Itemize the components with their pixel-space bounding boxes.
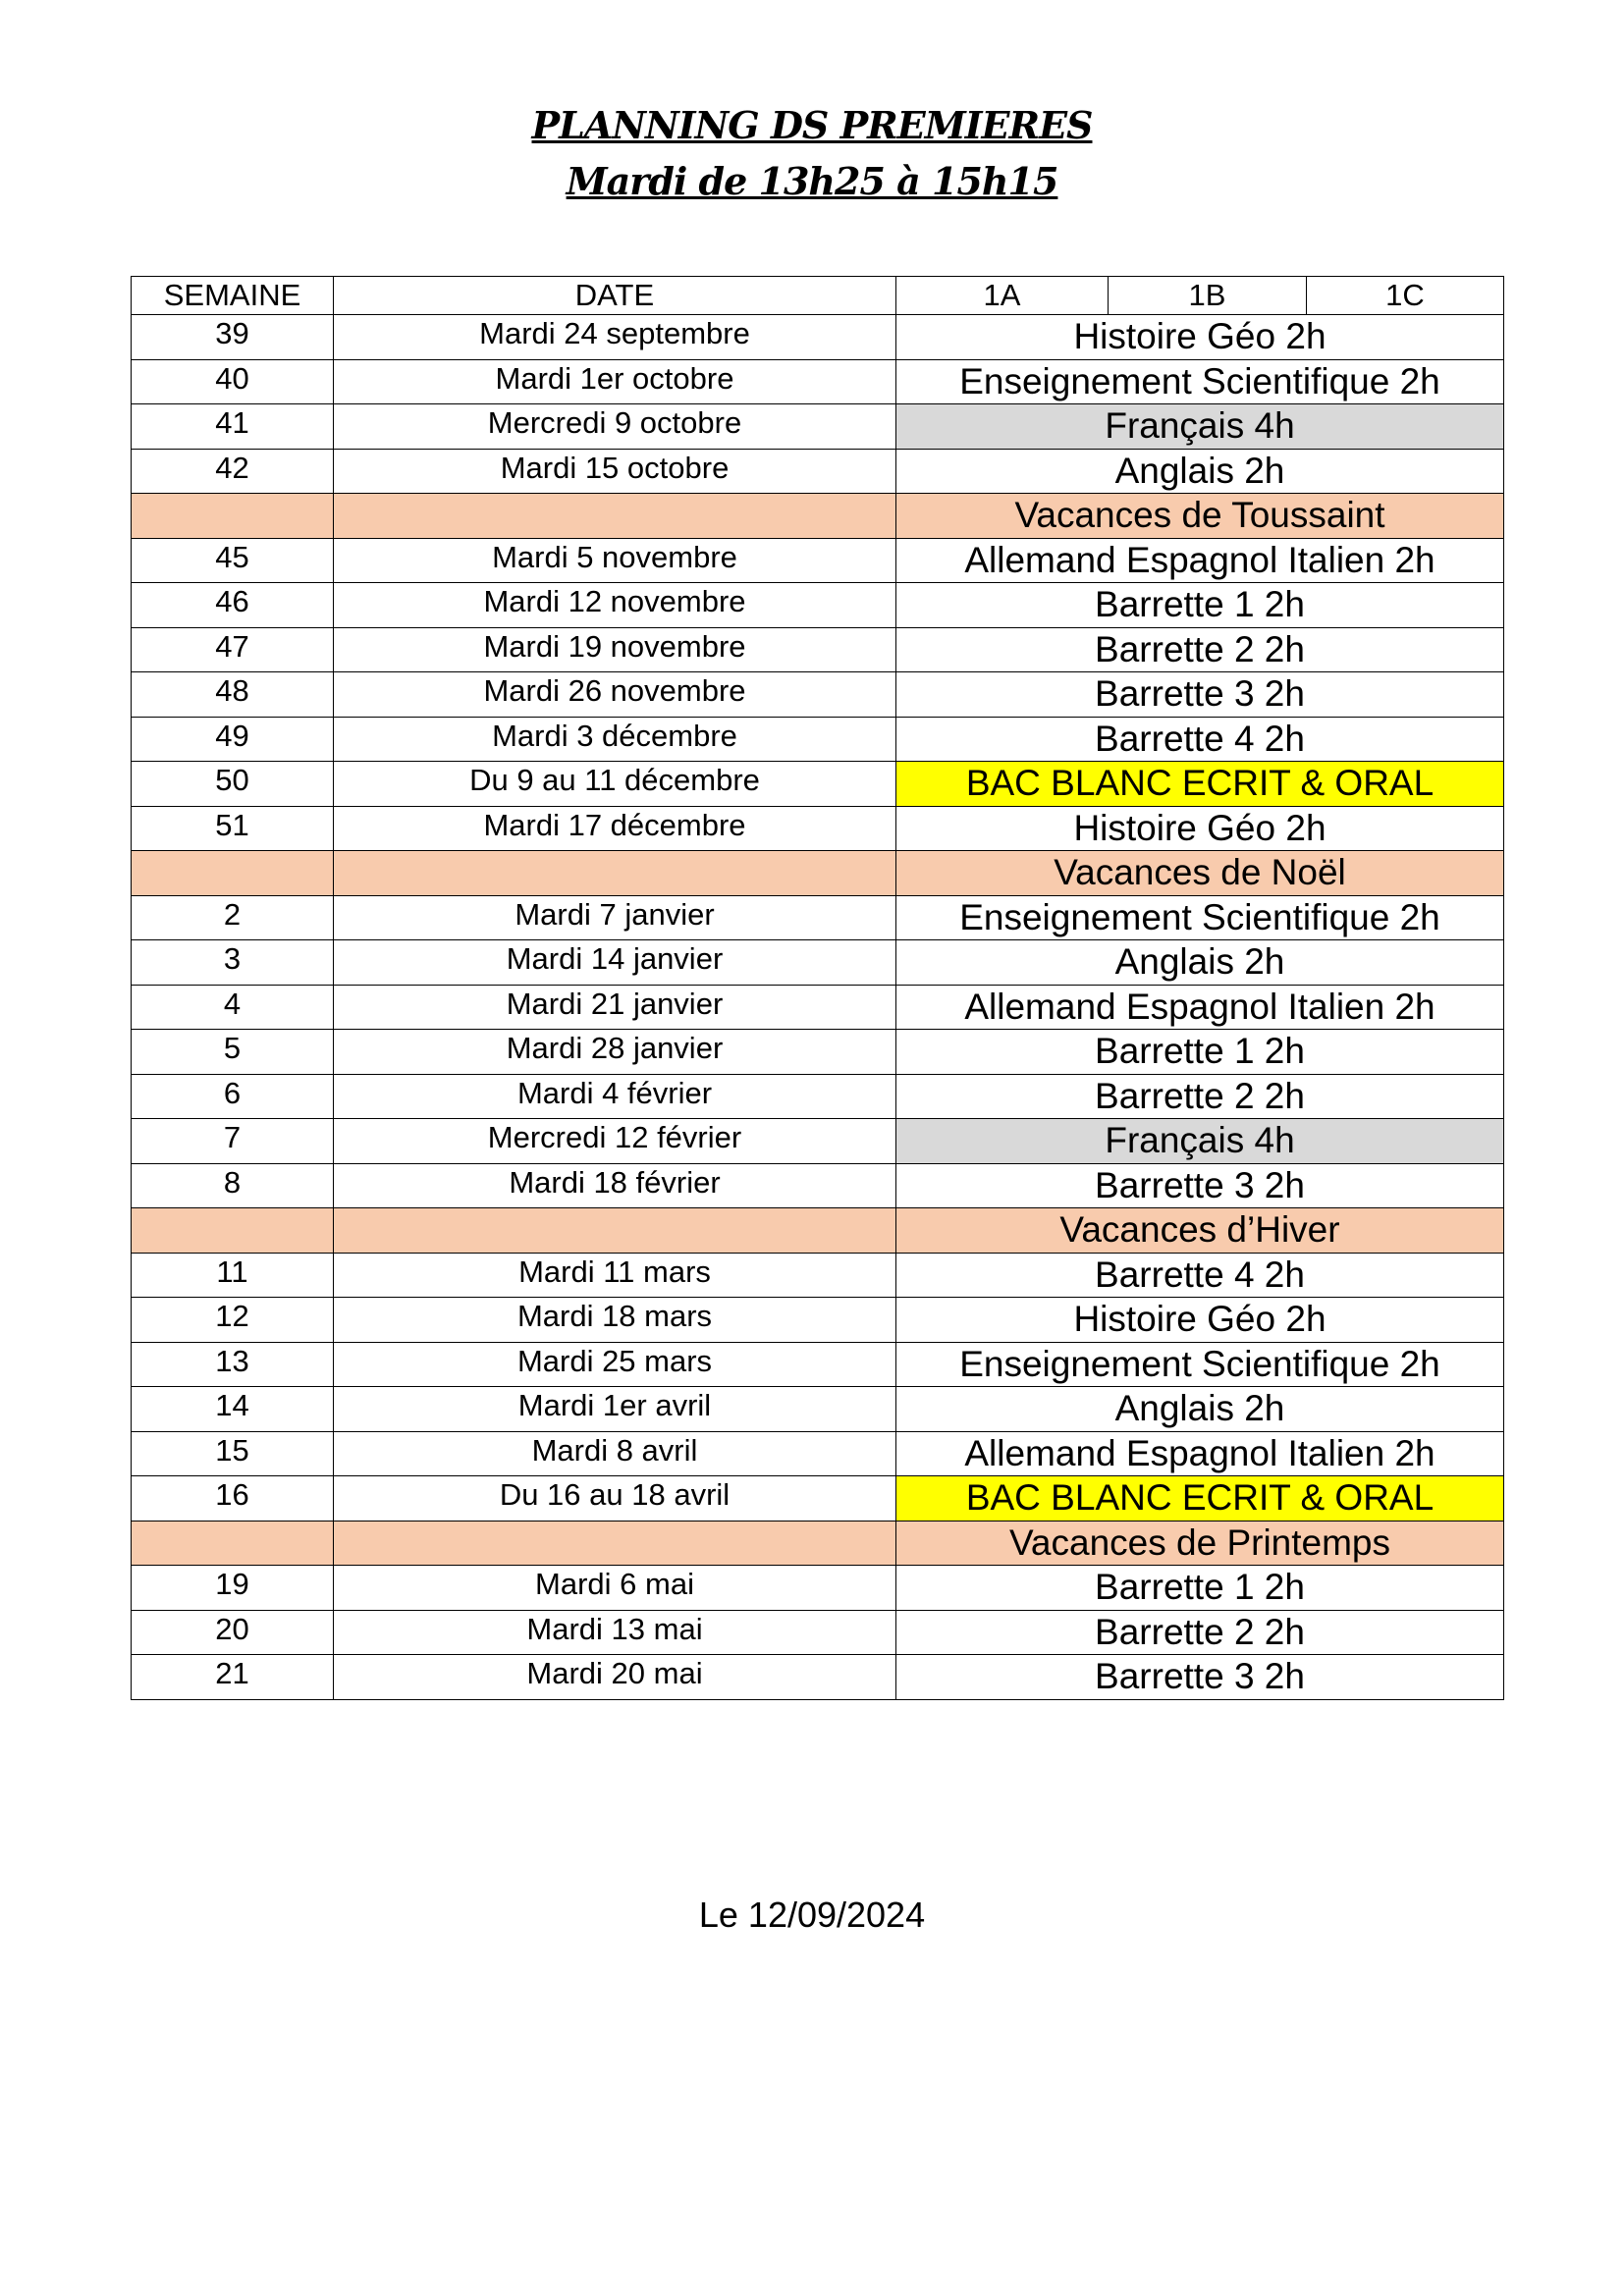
table-row xyxy=(132,985,1504,1030)
week-cell: 3 xyxy=(132,940,334,986)
vacation-row xyxy=(132,851,1504,896)
table-row xyxy=(132,806,1504,851)
date-cell: Mardi 15 octobre xyxy=(334,449,896,494)
exam-cell: Enseignement Scientifique 2h xyxy=(896,359,1504,404)
date-cell: Mercredi 9 octobre xyxy=(334,404,896,450)
table-row xyxy=(132,1253,1504,1298)
exam-cell: Barrette 2 2h xyxy=(896,627,1504,672)
date-cell: Mardi 26 novembre xyxy=(334,672,896,718)
exam-cell: Histoire Géo 2h xyxy=(896,1298,1504,1343)
date-footer: Le 12/09/2024 xyxy=(698,1895,926,1935)
week-cell xyxy=(132,494,334,539)
planning-table xyxy=(131,276,1504,1700)
vacation-row xyxy=(132,494,1504,539)
table-row xyxy=(132,1163,1504,1208)
table-row xyxy=(132,538,1504,583)
table-row xyxy=(132,762,1504,807)
table-row xyxy=(132,1119,1504,1164)
week-cell: 21 xyxy=(132,1655,334,1700)
date-cell: Mardi 8 avril xyxy=(334,1431,896,1476)
exam-cell: Allemand Espagnol Italien 2h xyxy=(896,538,1504,583)
vacation-label: Vacances de Noël xyxy=(896,851,1504,896)
week-cell: 51 xyxy=(132,806,334,851)
exam-cell: Anglais 2h xyxy=(896,449,1504,494)
exam-cell: Barrette 4 2h xyxy=(896,717,1504,762)
week-cell: 19 xyxy=(132,1566,334,1611)
header-class-1a: 1A xyxy=(896,277,1109,315)
exam-cell: Allemand Espagnol Italien 2h xyxy=(896,1431,1504,1476)
date-cell: Mardi 21 janvier xyxy=(334,985,896,1030)
exam-cell: Français 4h xyxy=(896,404,1504,450)
table-row xyxy=(132,1074,1504,1119)
table-body xyxy=(132,315,1504,1700)
date-cell: Mardi 18 mars xyxy=(334,1298,896,1343)
date-cell: Mardi 14 janvier xyxy=(334,940,896,986)
exam-cell: Enseignement Scientifique 2h xyxy=(896,1342,1504,1387)
date-cell: Mardi 5 novembre xyxy=(334,538,896,583)
date-cell: Mardi 3 décembre xyxy=(334,717,896,762)
date-cell xyxy=(334,1521,896,1566)
week-cell: 46 xyxy=(132,583,334,628)
week-cell: 49 xyxy=(132,717,334,762)
week-cell: 6 xyxy=(132,1074,334,1119)
week-cell xyxy=(132,1208,334,1254)
exam-cell: Allemand Espagnol Italien 2h xyxy=(896,985,1504,1030)
week-cell: 15 xyxy=(132,1431,334,1476)
table-row xyxy=(132,1566,1504,1611)
exam-cell: Anglais 2h xyxy=(896,940,1504,986)
header-class-1b: 1B xyxy=(1109,277,1307,315)
date-cell: Mardi 12 novembre xyxy=(334,583,896,628)
table-row xyxy=(132,449,1504,494)
exam-cell: Barrette 2 2h xyxy=(896,1074,1504,1119)
week-cell: 13 xyxy=(132,1342,334,1387)
exam-cell: Barrette 1 2h xyxy=(896,1030,1504,1075)
week-cell: 42 xyxy=(132,449,334,494)
table-row xyxy=(132,1298,1504,1343)
exam-cell: BAC BLANC ECRIT & ORAL xyxy=(896,1476,1504,1522)
week-cell xyxy=(132,851,334,896)
week-cell: 45 xyxy=(132,538,334,583)
exam-cell: BAC BLANC ECRIT & ORAL xyxy=(896,762,1504,807)
date-cell: Mardi 4 février xyxy=(334,1074,896,1119)
table-row xyxy=(132,583,1504,628)
date-cell: Mardi 1er octobre xyxy=(334,359,896,404)
date-cell: Mardi 28 janvier xyxy=(334,1030,896,1075)
table-row xyxy=(132,672,1504,718)
vacation-label: Vacances de Printemps xyxy=(896,1521,1504,1566)
week-cell: 4 xyxy=(132,985,334,1030)
table-row xyxy=(132,1431,1504,1476)
date-cell: Mardi 19 novembre xyxy=(334,627,896,672)
table-header-row xyxy=(132,277,1504,315)
table-row xyxy=(132,895,1504,940)
date-cell: Mardi 25 mars xyxy=(334,1342,896,1387)
exam-cell: Barrette 3 2h xyxy=(896,672,1504,718)
table-row xyxy=(132,1387,1504,1432)
date-cell: Du 9 au 11 décembre xyxy=(334,762,896,807)
week-cell: 39 xyxy=(132,315,334,360)
week-cell: 14 xyxy=(132,1387,334,1432)
date-cell: Mardi 1er avril xyxy=(334,1387,896,1432)
exam-cell: Français 4h xyxy=(896,1119,1504,1164)
date-cell: Mardi 24 septembre xyxy=(334,315,896,360)
table-row xyxy=(132,404,1504,450)
date-cell: Mardi 17 décembre xyxy=(334,806,896,851)
exam-cell: Barrette 4 2h xyxy=(896,1253,1504,1298)
exam-cell: Anglais 2h xyxy=(896,1387,1504,1432)
date-cell: Mardi 20 mai xyxy=(334,1655,896,1700)
header-date: DATE xyxy=(334,277,896,315)
week-cell: 20 xyxy=(132,1610,334,1655)
page-title: PLANNING DS PREMIERES xyxy=(531,103,1093,147)
table-row xyxy=(132,359,1504,404)
week-cell: 8 xyxy=(132,1163,334,1208)
vacation-label: Vacances d’Hiver xyxy=(896,1208,1504,1254)
table-row xyxy=(132,1030,1504,1075)
exam-cell: Barrette 3 2h xyxy=(896,1655,1504,1700)
exam-cell: Barrette 2 2h xyxy=(896,1610,1504,1655)
week-cell: 50 xyxy=(132,762,334,807)
vacation-row xyxy=(132,1208,1504,1254)
header-class-1c: 1C xyxy=(1307,277,1504,315)
week-cell: 7 xyxy=(132,1119,334,1164)
table-row xyxy=(132,315,1504,360)
table-row xyxy=(132,627,1504,672)
date-cell: Mardi 13 mai xyxy=(334,1610,896,1655)
date-cell: Mardi 18 février xyxy=(334,1163,896,1208)
week-cell: 5 xyxy=(132,1030,334,1075)
date-cell xyxy=(334,494,896,539)
table-row xyxy=(132,1476,1504,1522)
exam-cell: Barrette 1 2h xyxy=(896,1566,1504,1611)
exam-cell: Histoire Géo 2h xyxy=(896,806,1504,851)
date-cell: Mercredi 12 février xyxy=(334,1119,896,1164)
exam-cell: Barrette 1 2h xyxy=(896,583,1504,628)
table-row xyxy=(132,717,1504,762)
date-cell: Mardi 7 janvier xyxy=(334,895,896,940)
page-subtitle: Mardi de 13h25 à 15h15 xyxy=(566,159,1058,203)
table-row xyxy=(132,940,1504,986)
table-row xyxy=(132,1610,1504,1655)
week-cell: 12 xyxy=(132,1298,334,1343)
week-cell: 47 xyxy=(132,627,334,672)
exam-cell: Barrette 3 2h xyxy=(896,1163,1504,1208)
table-row xyxy=(132,1655,1504,1700)
exam-cell: Histoire Géo 2h xyxy=(896,315,1504,360)
week-cell: 16 xyxy=(132,1476,334,1522)
vacation-label: Vacances de Toussaint xyxy=(896,494,1504,539)
date-cell xyxy=(334,1208,896,1254)
week-cell xyxy=(132,1521,334,1566)
date-cell: Mardi 6 mai xyxy=(334,1566,896,1611)
date-cell: Mardi 11 mars xyxy=(334,1253,896,1298)
date-cell: Du 16 au 18 avril xyxy=(334,1476,896,1522)
date-cell xyxy=(334,851,896,896)
week-cell: 41 xyxy=(132,404,334,450)
week-cell: 2 xyxy=(132,895,334,940)
week-cell: 40 xyxy=(132,359,334,404)
vacation-row xyxy=(132,1521,1504,1566)
header-week: SEMAINE xyxy=(132,277,334,315)
exam-cell: Enseignement Scientifique 2h xyxy=(896,895,1504,940)
table-row xyxy=(132,1342,1504,1387)
week-cell: 48 xyxy=(132,672,334,718)
week-cell: 11 xyxy=(132,1253,334,1298)
